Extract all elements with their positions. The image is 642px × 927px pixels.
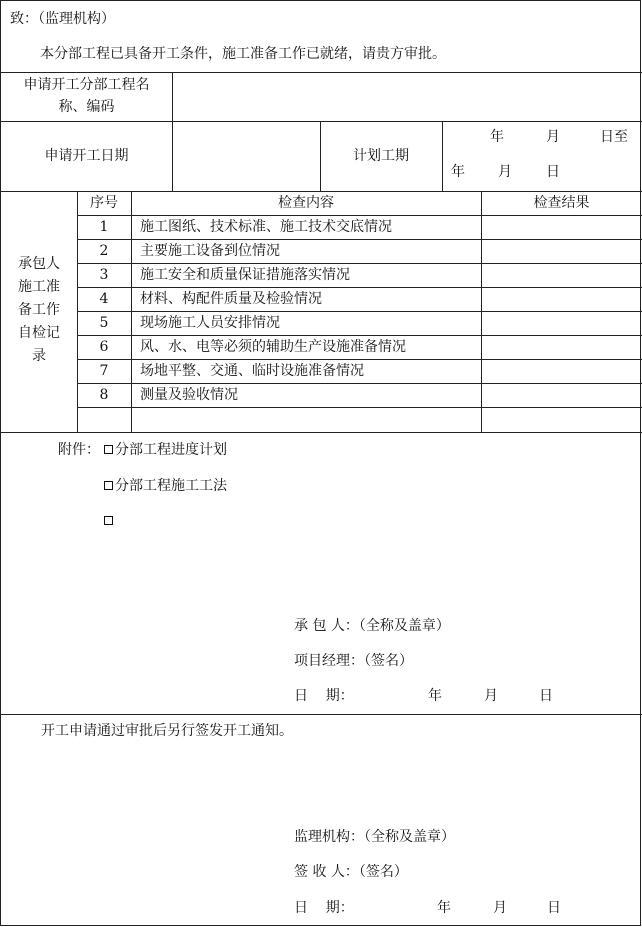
addressee-line: 致：（监理机构） [10, 11, 115, 27]
supervisor-note: 开工申请通过审批后另行签发开工通知。 [41, 723, 293, 739]
row-content: 测量及验收情况 [140, 387, 238, 403]
checkbox-icon[interactable] [104, 445, 113, 454]
row-content: 现场施工人员安排情况 [140, 315, 280, 331]
column-header-content: 检查内容 [278, 195, 334, 211]
column-header-seq: 序号 [90, 195, 118, 211]
supervisor-date-month: 月 [493, 900, 507, 916]
row-content: 施工图纸、技术标准、施工技术交底情况 [140, 219, 392, 235]
rule-inspect-head [77, 215, 642, 216]
start-date-label: 申请开工日期 [44, 148, 129, 164]
side-label-line: 承包人 [18, 256, 60, 272]
side-label-line: 施工准 [18, 279, 60, 295]
rule-inspect-r3 [77, 287, 642, 288]
row-seq: 3 [99, 267, 109, 283]
rule-inspect-r5 [77, 335, 642, 336]
rule-inspect-r8 [77, 407, 642, 408]
row-seq: 4 [99, 291, 109, 307]
rule-header [1, 72, 642, 73]
application-statement: 本分部工程已具备开工条件，施工准备工作已就绪，请贵方审批。 [40, 46, 446, 62]
project-manager-line: 项目经理：（签名） [294, 653, 413, 669]
row-content: 风、水、电等必须的辅助生产设施准备情况 [140, 339, 406, 355]
checkbox-icon[interactable] [104, 516, 113, 525]
attachment-item-label: 分部工程进度计划 [115, 442, 227, 458]
checkbox-icon[interactable] [104, 481, 113, 490]
attachments-label: 附件： [58, 442, 100, 458]
row-content: 场地平整、交通、临时设施准备情况 [140, 363, 364, 379]
plan-duration-label: 计划工期 [353, 148, 409, 164]
supervisor-date-day: 日 [547, 900, 561, 916]
rule-plan-right [442, 121, 443, 191]
rule-seq-col [131, 191, 132, 432]
rule-inspect-r2 [77, 263, 642, 264]
supervisor-date-year: 年 [437, 900, 451, 916]
project-name-label-2: 称、编码 [58, 99, 115, 115]
row-content: 施工安全和质量保证措施落实情况 [140, 267, 350, 283]
plan-start-month: 月 [546, 129, 560, 145]
contractor-date-month: 月 [484, 688, 498, 704]
plan-end-day: 日 [546, 164, 560, 180]
contractor-seal-line: 承 包 人：（全称及盖章） [294, 618, 450, 634]
rule-inspect-r4 [77, 311, 642, 312]
rule-inspect-r1 [77, 239, 642, 240]
row-seq: 8 [99, 387, 109, 403]
supervisor-seal-line: 监理机构：（全称及盖章） [294, 829, 455, 845]
contractor-date-label: 日 期： [294, 688, 354, 704]
attachment-item [104, 476, 227, 496]
project-name-label-1: 申请开工分部工程名 [23, 77, 150, 93]
rule-label-col [172, 72, 173, 191]
receiver-sign-line: 签 收 人：（签名） [294, 864, 408, 880]
side-label-line: 录 [32, 348, 46, 364]
row-seq: 5 [99, 315, 109, 331]
self-inspection-side-label [1, 253, 77, 368]
contractor-date-day: 日 [539, 688, 553, 704]
contractor-date-year: 年 [428, 688, 442, 704]
rule-inspect-r6 [77, 359, 642, 360]
row-seq: 1 [99, 219, 109, 235]
plan-start-day-to: 日至 [600, 129, 628, 145]
side-label-line: 备工作 [18, 302, 60, 318]
rule-inspect-r7 [77, 383, 642, 384]
rule-inspect-end [1, 432, 642, 433]
row-seq: 6 [99, 339, 109, 355]
attachment-item [104, 440, 227, 460]
row-seq: 2 [99, 243, 109, 259]
plan-end-month: 月 [498, 164, 512, 180]
rule-sign-end [1, 714, 642, 715]
plan-end-year: 年 [451, 164, 465, 180]
row-seq: 7 [99, 363, 109, 379]
column-header-result: 检查结果 [533, 195, 590, 211]
supervisor-date-label: 日 期： [294, 900, 354, 916]
side-label-line: 自检记 [18, 325, 60, 341]
plan-start-year: 年 [490, 129, 504, 145]
attachment-item-label: 分部工程施工工法 [115, 478, 227, 494]
rule-date-row [1, 191, 642, 192]
rule-name-row [1, 121, 642, 122]
row-content: 材料、构配件质量及检验情况 [140, 291, 322, 307]
row-content: 主要施工设备到位情况 [140, 243, 280, 259]
attachment-item [104, 511, 115, 531]
rule-result-col [481, 191, 482, 432]
